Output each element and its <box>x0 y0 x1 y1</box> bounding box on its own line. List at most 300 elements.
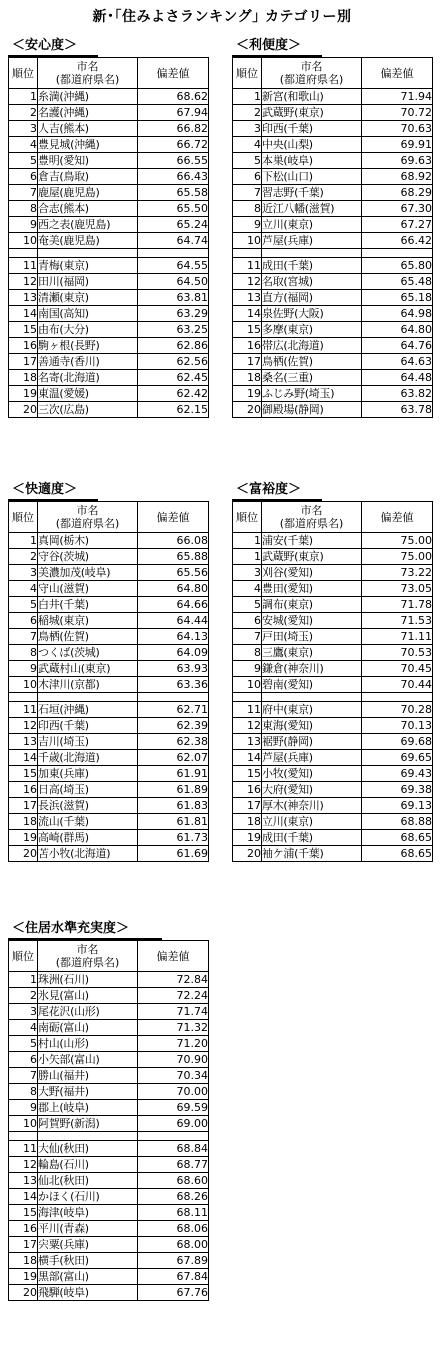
table-row <box>233 233 433 249</box>
rank-cell: 5 <box>9 153 38 169</box>
rank-cell: 16 <box>9 1221 38 1237</box>
city-cell: 日高(埼玉) <box>38 782 138 798</box>
rank-cell: 20 <box>9 846 38 862</box>
score-cell: 73.05 <box>362 581 433 597</box>
city-cell: 吉川(埼玉) <box>38 734 138 750</box>
rank-cell: 11 <box>233 702 262 718</box>
header-city-line1: 市名 <box>300 504 323 517</box>
score-cell: 66.72 <box>138 137 209 153</box>
score-cell: 73.22 <box>362 565 433 581</box>
score-cell: 70.34 <box>138 1068 209 1084</box>
city-cell: 刈谷(愛知) <box>262 565 362 581</box>
table-row <box>233 153 433 169</box>
city-cell: 善通寺(香川) <box>38 354 138 370</box>
rank-cell: 17 <box>9 1237 38 1253</box>
score-cell: 75.00 <box>362 533 433 549</box>
rank-cell: 4 <box>9 581 38 597</box>
city-cell: 浦安(千葉) <box>262 533 362 549</box>
rank-cell: 8 <box>233 645 262 661</box>
group-spacer <box>233 693 433 702</box>
score-cell: 61.91 <box>138 766 209 782</box>
city-cell: 真岡(栃木) <box>38 533 138 549</box>
rank-cell: 14 <box>9 1189 38 1205</box>
rank-cell: 3 <box>233 565 262 581</box>
header-score: 偏差値 <box>362 502 433 533</box>
city-cell: 石垣(沖縄) <box>38 702 138 718</box>
table-row <box>9 354 209 370</box>
city-cell: 千歳(北海道) <box>38 750 138 766</box>
table-row <box>9 89 209 105</box>
table-row <box>233 386 433 402</box>
rank-cell: 9 <box>9 661 38 677</box>
score-cell: 61.89 <box>138 782 209 798</box>
table-row <box>9 702 209 718</box>
rank-cell: 10 <box>9 677 38 693</box>
city-cell: 習志野(千葉) <box>262 185 362 201</box>
header-score: 偏差値 <box>138 58 209 89</box>
rank-cell: 16 <box>233 338 262 354</box>
table-row <box>9 581 209 597</box>
rank-cell: 16 <box>9 782 38 798</box>
rank-cell: 11 <box>9 702 38 718</box>
category-section-riben <box>232 37 432 418</box>
rank-cell: 8 <box>9 645 38 661</box>
city-cell: 戸田(埼玉) <box>262 629 362 645</box>
score-cell: 66.55 <box>138 153 209 169</box>
score-cell: 61.83 <box>138 798 209 814</box>
score-cell: 70.44 <box>362 677 433 693</box>
city-cell: 輪島(石川) <box>38 1157 138 1173</box>
city-cell: 南砺(富山) <box>38 1020 138 1036</box>
rank-cell: 12 <box>9 274 38 290</box>
table-header-row <box>9 941 209 972</box>
score-cell: 69.43 <box>362 766 433 782</box>
rank-cell: 18 <box>233 370 262 386</box>
score-cell: 64.13 <box>138 629 209 645</box>
score-cell: 71.74 <box>138 1004 209 1020</box>
table-row <box>9 597 209 613</box>
table-row <box>9 814 209 830</box>
table-row <box>9 137 209 153</box>
rank-cell: 13 <box>233 290 262 306</box>
rank-cell: 7 <box>9 185 38 201</box>
score-cell: 75.00 <box>362 549 433 565</box>
city-cell: 宍粟(兵庫) <box>38 1237 138 1253</box>
table-row <box>9 750 209 766</box>
score-cell: 70.28 <box>362 702 433 718</box>
city-cell: 新宮(和歌山) <box>262 89 362 105</box>
table-row <box>9 549 209 565</box>
score-cell: 64.98 <box>362 306 433 322</box>
rank-cell: 15 <box>233 322 262 338</box>
city-cell: 豊田(愛知) <box>262 581 362 597</box>
table-row <box>9 1237 209 1253</box>
table-row <box>9 613 209 629</box>
category-title: ＜住居水準充実度＞ <box>8 920 162 940</box>
score-cell: 62.56 <box>138 354 209 370</box>
header-rank: 順位 <box>233 58 262 89</box>
city-cell: 田川(福岡) <box>38 274 138 290</box>
city-cell: 名寄(北海道) <box>38 370 138 386</box>
table-row <box>9 290 209 306</box>
table-row <box>9 1157 209 1173</box>
city-cell: 氷見(富山) <box>38 988 138 1004</box>
score-cell: 69.59 <box>138 1100 209 1116</box>
table-row <box>233 766 433 782</box>
rank-cell: 13 <box>9 1173 38 1189</box>
rank-cell: 10 <box>9 233 38 249</box>
score-cell: 69.38 <box>362 782 433 798</box>
table-row <box>9 1205 209 1221</box>
table-row <box>233 677 433 693</box>
table-row <box>9 1173 209 1189</box>
city-cell: 加東(兵庫) <box>38 766 138 782</box>
table-row <box>9 1221 209 1237</box>
rank-cell: 13 <box>9 734 38 750</box>
rank-cell: 9 <box>9 1100 38 1116</box>
city-cell: 守谷(茨城) <box>38 549 138 565</box>
rank-cell: 7 <box>9 629 38 645</box>
score-cell: 64.80 <box>362 322 433 338</box>
table-row <box>233 702 433 718</box>
table-row <box>233 565 433 581</box>
score-cell: 62.38 <box>138 734 209 750</box>
score-cell: 63.36 <box>138 677 209 693</box>
rank-cell: 11 <box>9 258 38 274</box>
table-row <box>233 661 433 677</box>
city-cell: 苫小牧(北海道) <box>38 846 138 862</box>
table-row <box>233 782 433 798</box>
score-cell: 69.13 <box>362 798 433 814</box>
header-rank: 順位 <box>9 58 38 89</box>
rank-cell: 14 <box>9 750 38 766</box>
rank-cell: 14 <box>9 306 38 322</box>
table-row <box>233 306 433 322</box>
score-cell: 65.48 <box>362 274 433 290</box>
score-cell: 72.24 <box>138 988 209 1004</box>
score-cell: 69.68 <box>362 734 433 750</box>
score-cell: 64.09 <box>138 645 209 661</box>
table-row <box>9 798 209 814</box>
score-cell: 64.55 <box>138 258 209 274</box>
rank-cell: 17 <box>9 798 38 814</box>
category-section-kaiteki <box>8 481 208 862</box>
rank-cell: 12 <box>9 1157 38 1173</box>
table-row <box>233 402 433 418</box>
table-row <box>9 274 209 290</box>
table-header-row <box>233 58 433 89</box>
category-title: ＜利便度＞ <box>232 37 322 57</box>
score-cell: 68.65 <box>362 830 433 846</box>
table-row <box>233 645 433 661</box>
city-cell: 三次(広島) <box>38 402 138 418</box>
header-city <box>38 502 138 533</box>
rank-cell: 19 <box>9 830 38 846</box>
city-cell: 名取(宮城) <box>262 274 362 290</box>
category-section-fuyu <box>232 481 432 862</box>
table-row <box>9 306 209 322</box>
score-cell: 68.65 <box>362 846 433 862</box>
city-cell: 裾野(静岡) <box>262 734 362 750</box>
rank-cell: 4 <box>9 1020 38 1036</box>
table-row <box>9 1004 209 1020</box>
group-spacer <box>233 249 433 258</box>
city-cell: 桑名(三重) <box>262 370 362 386</box>
table-row <box>9 233 209 249</box>
score-cell: 65.80 <box>362 258 433 274</box>
table-row <box>9 1116 209 1132</box>
score-cell: 70.00 <box>138 1084 209 1100</box>
score-cell: 66.08 <box>138 533 209 549</box>
ranking-table <box>232 57 433 418</box>
header-city-line2: (都道府県名) <box>55 956 120 969</box>
table-row <box>9 1052 209 1068</box>
table-row <box>9 830 209 846</box>
table-row <box>9 734 209 750</box>
rank-cell: 9 <box>9 217 38 233</box>
city-cell: 豊明(愛知) <box>38 153 138 169</box>
score-cell: 65.18 <box>362 290 433 306</box>
rank-cell: 13 <box>9 290 38 306</box>
city-cell: 東温(愛媛) <box>38 386 138 402</box>
city-cell: 豊見城(沖縄) <box>38 137 138 153</box>
city-cell: 青梅(東京) <box>38 258 138 274</box>
city-cell: 鹿屋(鹿児島) <box>38 185 138 201</box>
score-cell: 70.13 <box>362 718 433 734</box>
city-cell: 近江八幡(滋賀) <box>262 201 362 217</box>
table-row <box>9 169 209 185</box>
rank-cell: 15 <box>9 322 38 338</box>
score-cell: 65.58 <box>138 185 209 201</box>
table-row <box>9 105 209 121</box>
table-row <box>9 1189 209 1205</box>
score-cell: 64.63 <box>362 354 433 370</box>
score-cell: 62.39 <box>138 718 209 734</box>
header-city-line2: (都道府県名) <box>279 73 344 86</box>
city-cell: 大仙(秋田) <box>38 1141 138 1157</box>
score-cell: 62.86 <box>138 338 209 354</box>
rank-cell: 18 <box>9 1253 38 1269</box>
rank-cell: 8 <box>233 201 262 217</box>
rank-cell: 17 <box>233 354 262 370</box>
rank-cell: 5 <box>233 153 262 169</box>
ranking-table <box>8 940 209 1301</box>
score-cell: 63.81 <box>138 290 209 306</box>
table-row <box>9 1285 209 1301</box>
city-cell: 駒ヶ根(長野) <box>38 338 138 354</box>
rank-cell: 12 <box>9 718 38 734</box>
table-row <box>9 1068 209 1084</box>
score-cell: 72.84 <box>138 972 209 988</box>
category-section-anshin <box>8 37 208 418</box>
rank-cell: 10 <box>233 233 262 249</box>
rank-cell: 3 <box>9 565 38 581</box>
city-cell: 御殿場(静岡) <box>262 402 362 418</box>
city-cell: 名護(沖縄) <box>38 105 138 121</box>
rank-cell: 1 <box>233 549 262 565</box>
table-row <box>233 354 433 370</box>
table-row <box>233 814 433 830</box>
city-cell: 長浜(滋賀) <box>38 798 138 814</box>
score-cell: 71.53 <box>362 613 433 629</box>
city-cell: 小牧(愛知) <box>262 766 362 782</box>
table-row <box>9 1269 209 1285</box>
score-cell: 64.74 <box>138 233 209 249</box>
rank-cell: 15 <box>9 766 38 782</box>
city-cell: 鎌倉(神奈川) <box>262 661 362 677</box>
city-cell: 三鷹(東京) <box>262 645 362 661</box>
table-header-row <box>233 502 433 533</box>
city-cell: 仙北(秋田) <box>38 1173 138 1189</box>
table-row <box>233 830 433 846</box>
table-row <box>9 185 209 201</box>
city-cell: 武蔵野(東京) <box>262 549 362 565</box>
score-cell: 68.77 <box>138 1157 209 1173</box>
rank-cell: 1 <box>9 89 38 105</box>
rank-cell: 6 <box>9 169 38 185</box>
ranking-table <box>232 501 433 862</box>
city-cell: 稲城(東京) <box>38 613 138 629</box>
rank-cell: 15 <box>9 1205 38 1221</box>
rank-cell: 1 <box>233 89 262 105</box>
city-cell: 平川(青森) <box>38 1221 138 1237</box>
table-row <box>233 322 433 338</box>
rank-cell: 4 <box>233 581 262 597</box>
rank-cell: 2 <box>9 988 38 1004</box>
table-row <box>9 338 209 354</box>
score-cell: 63.93 <box>138 661 209 677</box>
header-city-line2: (都道府県名) <box>279 517 344 530</box>
score-cell: 65.88 <box>138 549 209 565</box>
table-row <box>233 274 433 290</box>
score-cell: 68.11 <box>138 1205 209 1221</box>
city-cell: 海津(岐阜) <box>38 1205 138 1221</box>
table-row <box>9 629 209 645</box>
table-row <box>233 549 433 565</box>
city-cell: 人吉(熊本) <box>38 121 138 137</box>
table-row <box>233 718 433 734</box>
table-row <box>9 121 209 137</box>
header-city-line2: (都道府県名) <box>55 73 120 86</box>
city-cell: 碧南(愛知) <box>262 677 362 693</box>
header-city-line1: 市名 <box>76 60 99 73</box>
city-cell: 木津川(京都) <box>38 677 138 693</box>
table-row <box>9 677 209 693</box>
score-cell: 71.11 <box>362 629 433 645</box>
city-cell: 中央(山梨) <box>262 137 362 153</box>
score-cell: 65.50 <box>138 201 209 217</box>
city-cell: 黒部(富山) <box>38 1269 138 1285</box>
score-cell: 68.84 <box>138 1141 209 1157</box>
table-row <box>233 370 433 386</box>
city-cell: 直方(福岡) <box>262 290 362 306</box>
table-row <box>9 1036 209 1052</box>
score-cell: 61.69 <box>138 846 209 862</box>
rank-cell: 1 <box>9 972 38 988</box>
score-cell: 65.24 <box>138 217 209 233</box>
rank-cell: 3 <box>9 121 38 137</box>
score-cell: 68.88 <box>362 814 433 830</box>
table-row <box>233 290 433 306</box>
city-cell: 守山(滋賀) <box>38 581 138 597</box>
score-cell: 65.56 <box>138 565 209 581</box>
city-cell: 勝山(福井) <box>38 1068 138 1084</box>
table-row <box>9 718 209 734</box>
rank-cell: 16 <box>233 782 262 798</box>
table-row <box>9 1141 209 1157</box>
table-row <box>233 734 433 750</box>
table-row <box>233 750 433 766</box>
city-cell: 飛騨(岐阜) <box>38 1285 138 1301</box>
city-cell: 村山(山形) <box>38 1036 138 1052</box>
score-cell: 67.89 <box>138 1253 209 1269</box>
table-row <box>9 645 209 661</box>
table-row <box>9 661 209 677</box>
table-row <box>233 629 433 645</box>
score-cell: 70.90 <box>138 1052 209 1068</box>
score-cell: 67.27 <box>362 217 433 233</box>
table-row <box>9 972 209 988</box>
city-cell: 袖ケ浦(千葉) <box>262 846 362 862</box>
score-cell: 68.06 <box>138 1221 209 1237</box>
score-cell: 66.42 <box>362 233 433 249</box>
score-cell: 64.48 <box>362 370 433 386</box>
rank-cell: 18 <box>9 814 38 830</box>
header-city <box>262 58 362 89</box>
header-score: 偏差値 <box>138 502 209 533</box>
score-cell: 71.20 <box>138 1036 209 1052</box>
header-rank: 順位 <box>9 502 38 533</box>
category-title: ＜快適度＞ <box>8 481 98 501</box>
table-row <box>9 782 209 798</box>
city-cell: 成田(千葉) <box>262 830 362 846</box>
score-cell: 63.82 <box>362 386 433 402</box>
score-cell: 71.78 <box>362 597 433 613</box>
table-row <box>9 766 209 782</box>
rank-cell: 11 <box>9 1141 38 1157</box>
city-cell: 糸満(沖縄) <box>38 89 138 105</box>
city-cell: 武蔵野(東京) <box>262 105 362 121</box>
rank-cell: 2 <box>9 549 38 565</box>
table-row <box>233 258 433 274</box>
rank-cell: 13 <box>233 734 262 750</box>
score-cell: 68.29 <box>362 185 433 201</box>
score-cell: 69.65 <box>362 750 433 766</box>
category-title: ＜富裕度＞ <box>232 481 322 501</box>
city-cell: 鳥栖(佐賀) <box>38 629 138 645</box>
group-spacer <box>9 1132 209 1141</box>
city-cell: 阿賀野(新潟) <box>38 1116 138 1132</box>
score-cell: 63.78 <box>362 402 433 418</box>
city-cell: 下松(山口) <box>262 169 362 185</box>
rank-cell: 14 <box>233 750 262 766</box>
score-cell: 64.44 <box>138 613 209 629</box>
city-cell: 立川(東京) <box>262 814 362 830</box>
rank-cell: 3 <box>9 1004 38 1020</box>
table-row <box>233 533 433 549</box>
city-cell: 安城(愛知) <box>262 613 362 629</box>
score-cell: 66.43 <box>138 169 209 185</box>
header-rank: 順位 <box>233 502 262 533</box>
city-cell: 立川(東京) <box>262 217 362 233</box>
table-row <box>9 1084 209 1100</box>
rank-cell: 8 <box>9 201 38 217</box>
rank-cell: 5 <box>233 597 262 613</box>
table-row <box>9 201 209 217</box>
table-row <box>9 846 209 862</box>
rank-cell: 17 <box>233 798 262 814</box>
city-cell: 調布(東京) <box>262 597 362 613</box>
